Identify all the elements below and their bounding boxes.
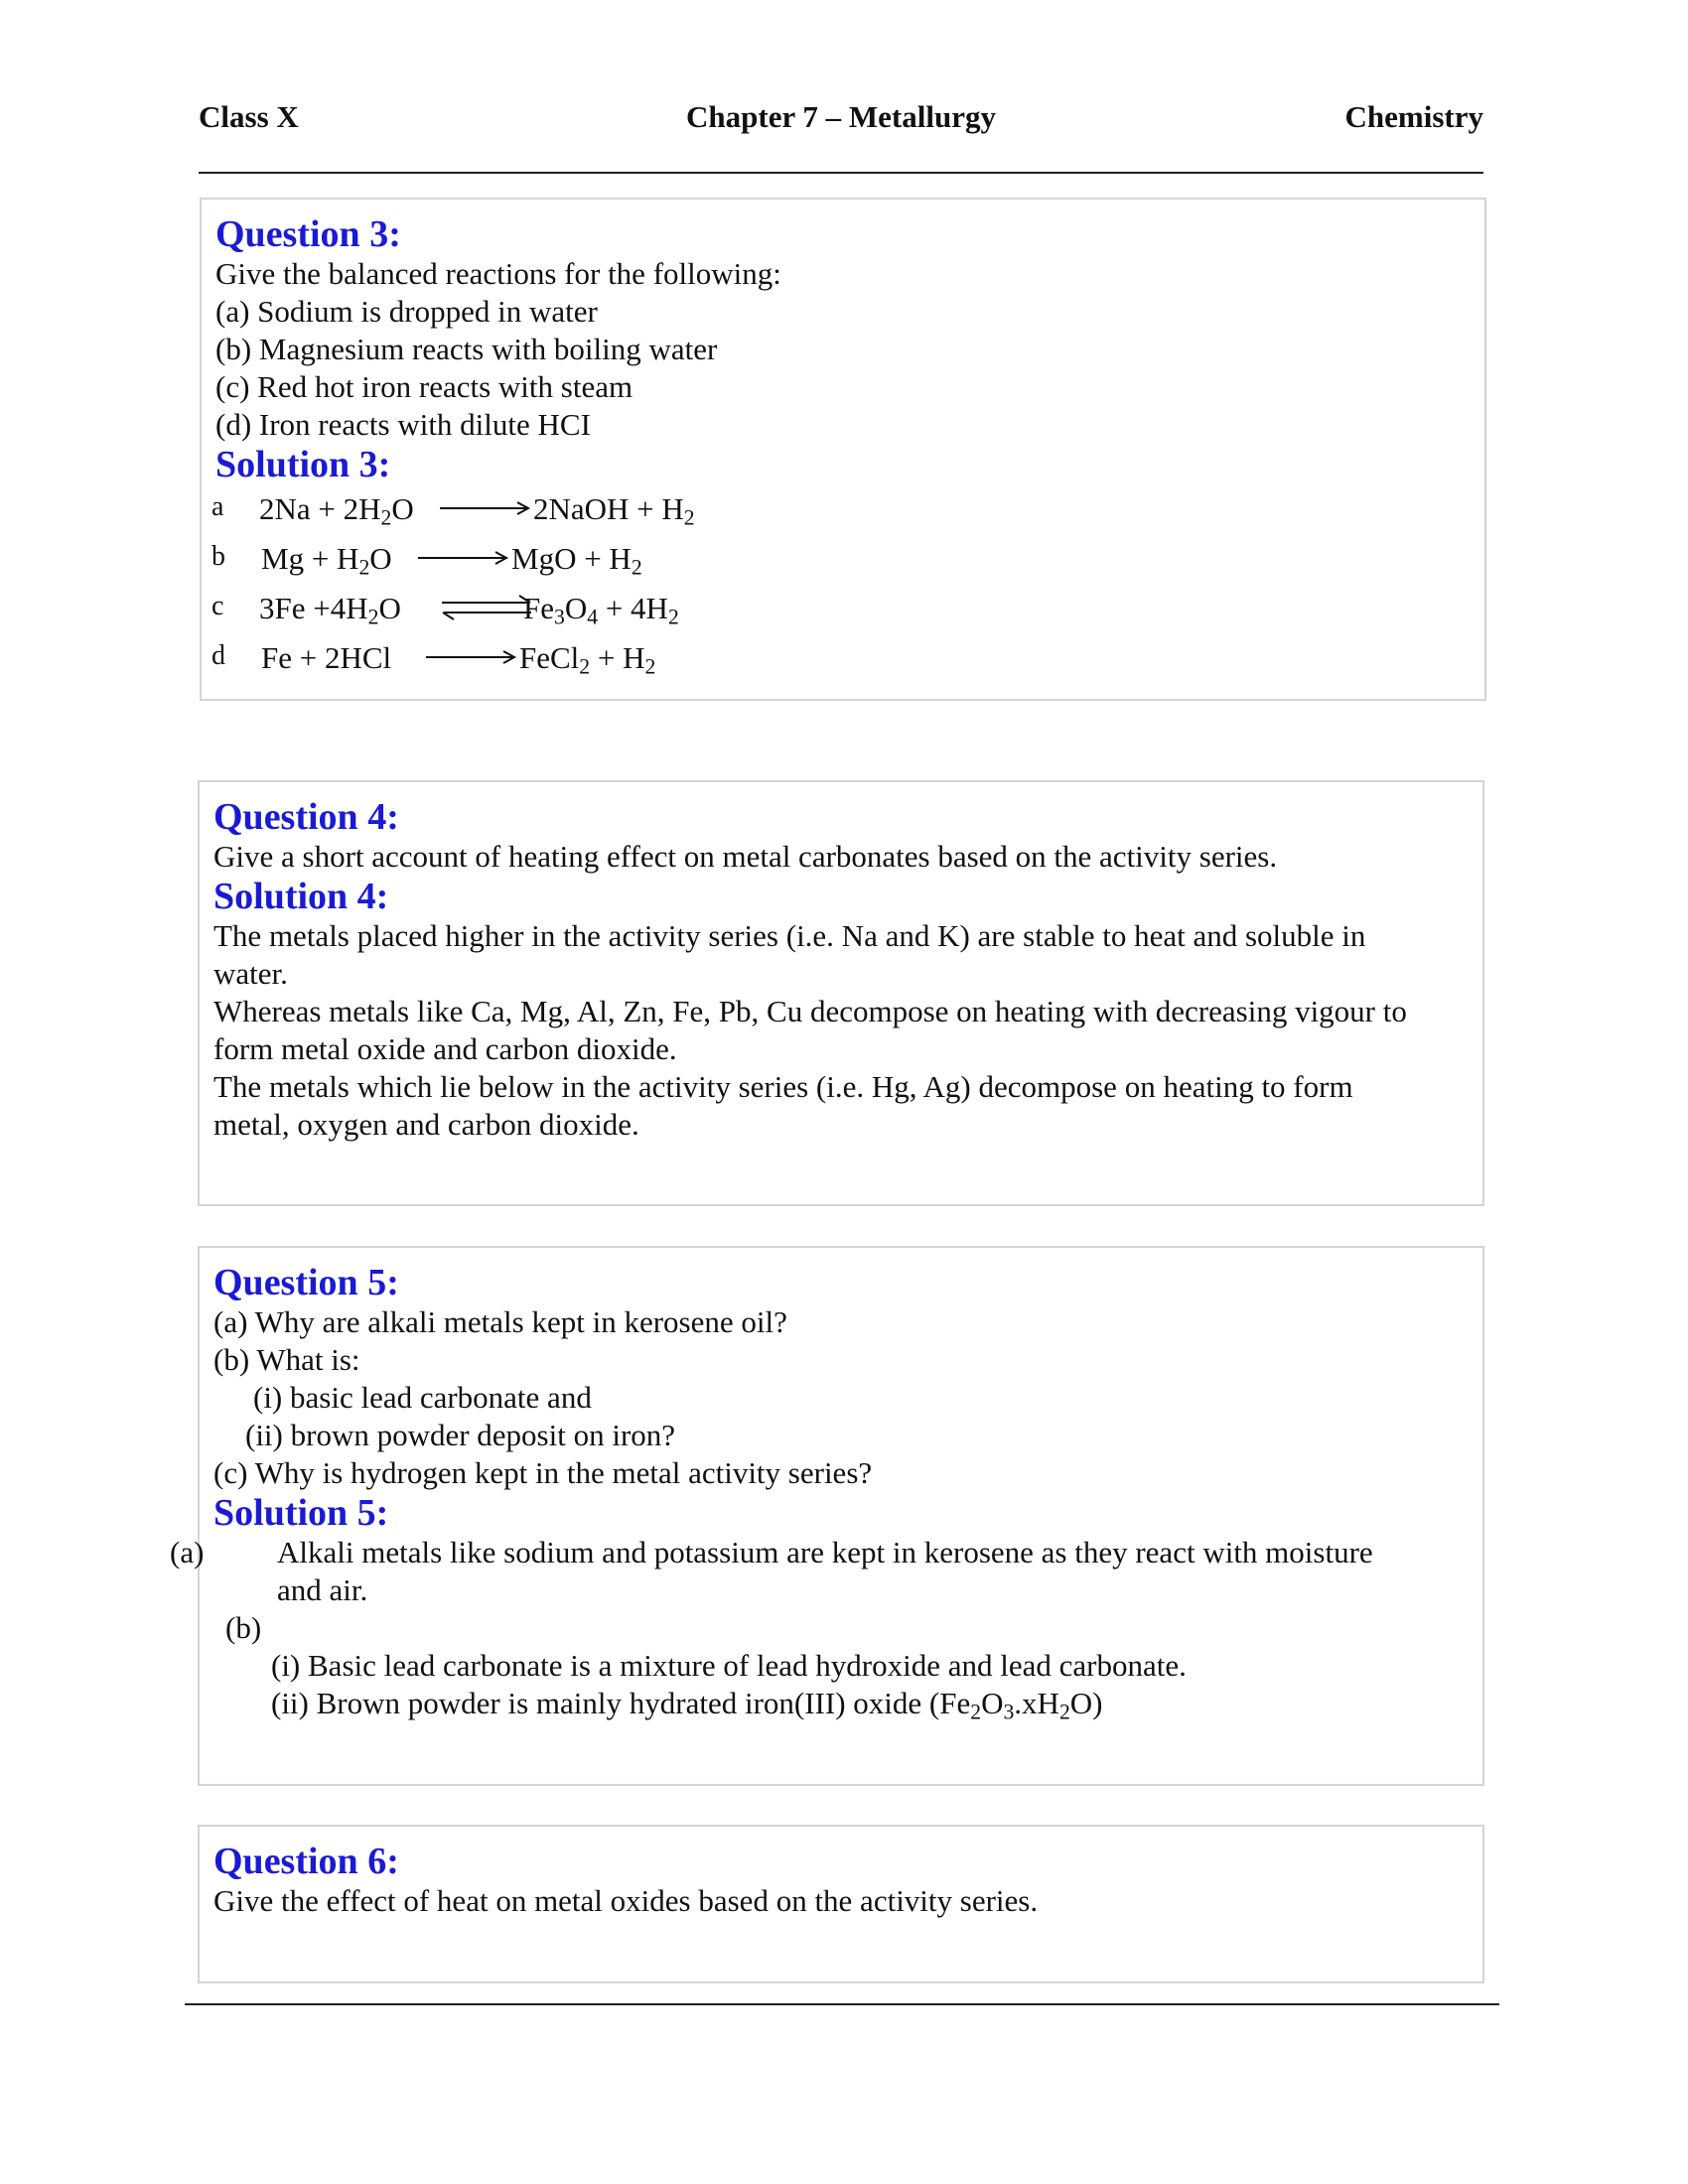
question-5-title: Question 5:: [213, 1262, 399, 1303]
question-6-text: Give the effect of heat on metal oxides based on the activity series.: [213, 1883, 1039, 1918]
reaction-d: [211, 634, 1471, 684]
question-3-title: Question 3:: [215, 213, 401, 255]
question-3-line: (d) Iron reacts with dilute HCI: [215, 407, 591, 442]
question-5-card: [170, 1246, 1484, 1786]
question-3-line: Give the balanced reactions for the following:: [215, 256, 781, 291]
question-3-line: (c) Red hot iron reacts with steam: [215, 369, 633, 404]
solution-4-line: The metals which lie below in the activity series (i.e. Hg, Ag) decompose on heating to form: [213, 1069, 1353, 1104]
arrow-right-icon: [440, 493, 531, 523]
question-5-line: (c) Why is hydrogen kept in the metal activity series?: [213, 1455, 873, 1490]
question-5-line: (i) basic lead carbonate and: [253, 1380, 592, 1415]
reaction-marker: d: [211, 640, 225, 671]
solution-4-line: water.: [213, 956, 288, 991]
solution-4-line: Whereas metals like Ca, Mg, Al, Zn, Fe, Pb, Cu decompose on heating with decreasing vigour to: [213, 994, 1407, 1028]
reaction-products: FeCl$_2$ + $H_2$: [519, 640, 656, 679]
solution-4-line: form metal oxide and carbon dioxide.: [213, 1031, 677, 1066]
reaction-reactants: $2Na + 2H_2O$: [259, 491, 414, 530]
solution-4-line: metal, oxygen and carbon dioxide.: [213, 1107, 639, 1142]
reaction-a: [211, 485, 1471, 535]
footer-rule: [185, 2003, 1499, 2005]
question-5-line: (ii) brown powder deposit on iron?: [245, 1418, 676, 1452]
reaction-marker: c: [211, 591, 224, 621]
chapter-title: Chapter 7 – Metallurgy: [686, 99, 996, 134]
question-4-title: Question 4:: [213, 796, 399, 838]
solution-3-title: Solution 3:: [215, 444, 391, 485]
reaction-reactants: $Mg + H_2O$: [261, 541, 392, 580]
part-label: (ii): [271, 1686, 309, 1720]
solution-5-a-text: Alkali metals like sodium and potassium are kept in kerosene as they react with moisture: [277, 1535, 1373, 1570]
part-label: (a): [170, 1535, 205, 1570]
page-header: [199, 99, 1483, 143]
question-5-line: (a) Why are alkali metals kept in kerosene oil?: [213, 1304, 787, 1339]
subject-label: Chemistry: [1344, 99, 1483, 134]
reaction-b: [211, 535, 1471, 585]
solution-5-part-a: [170, 1534, 1469, 1571]
reaction-products: $Fe_3O_4 + 4H_2$: [523, 591, 679, 629]
question-5-line: (b) What is:: [213, 1342, 360, 1377]
solution-4-line: The metals placed higher in the activity series (i.e. Na and K) are stable to heat and soluble in: [213, 918, 1366, 953]
solution-5-b-i: (i) Basic lead carbonate is a mixture of lead hydroxide and lead carbonate.: [271, 1648, 1187, 1683]
reaction-products: MgO + $H_2$: [511, 541, 642, 580]
reaction-reactants: Fe + 2HCl: [261, 640, 392, 675]
question-6-card: [198, 1825, 1484, 1983]
question-3-line: (a) Sodium is dropped in water: [215, 294, 598, 329]
solution-5-b-ii: (ii) Brown powder is mainly hydrated iron(III) oxide $(Fe_2O_3.xH_2O)$: [271, 1686, 1103, 1724]
solution-5-a-continued: and air.: [277, 1572, 368, 1607]
reaction-marker: b: [211, 541, 225, 572]
header-rule: [199, 172, 1483, 174]
equilibrium-arrow-icon: [440, 591, 533, 624]
solution-4-title: Solution 4:: [213, 876, 389, 917]
reaction-products: 2NaOH + $H_2$: [533, 491, 695, 530]
arrow-right-icon: [426, 642, 517, 672]
class-label: Class X: [199, 99, 299, 134]
solution-5-title: Solution 5:: [213, 1492, 389, 1534]
reaction-marker: a: [211, 491, 224, 522]
arrow-right-icon: [418, 543, 509, 573]
solution-5-part-b-label: (b): [225, 1610, 262, 1645]
question-4-card: [198, 780, 1484, 1206]
reaction-c: [211, 585, 1471, 634]
question-6-title: Question 6:: [213, 1841, 399, 1882]
question-4-text: Give a short account of heating effect on metal carbonates based on the activity series.: [213, 839, 1278, 874]
question-3-line: (b) Magnesium reacts with boiling water: [215, 332, 718, 366]
question-3-card: [200, 198, 1486, 701]
reaction-reactants: $3Fe +4H_2O$: [259, 591, 401, 629]
